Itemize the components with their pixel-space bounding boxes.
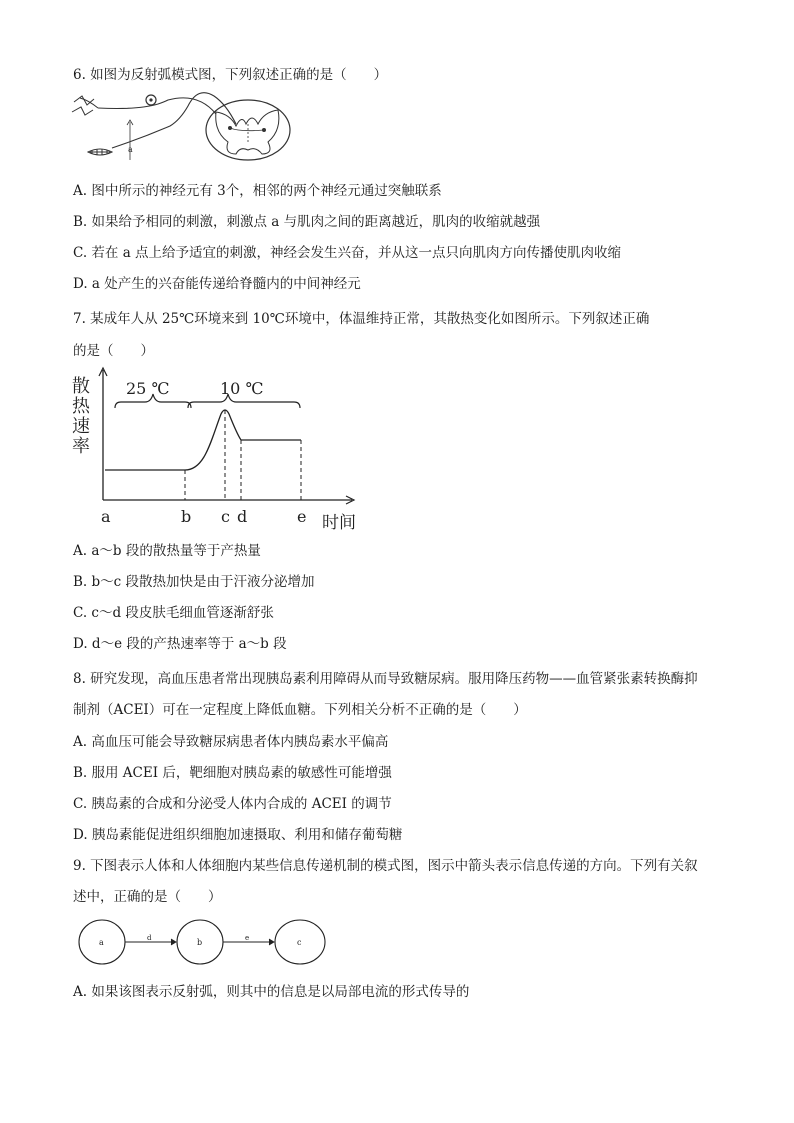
- q6-option-b: B. 如果给予相同的刺激，刺激点 a 与肌肉之间的距离越近，肌肉的收缩就越强: [73, 214, 541, 230]
- point-a-label: a: [128, 145, 133, 154]
- node-c-label: c: [297, 938, 302, 947]
- q7-option-d: D. d～e 段的产热速率等于 a～b 段: [73, 636, 287, 652]
- q7-stem-line1: 7. 某成年人从 25℃环境来到 10℃环境中，体温维持正常，其散热变化如图所示。下列叙述正确: [73, 311, 650, 327]
- receptor-icon: [72, 96, 98, 115]
- heat-dissipation-curve: [105, 410, 301, 470]
- edge-e-label: e: [245, 934, 250, 942]
- q7-option-b: B. b～c 段散热加快是由于汗液分泌增加: [73, 574, 315, 590]
- q8-option-c: C. 胰岛素的合成和分泌受人体内合成的 ACEI 的调节: [73, 796, 392, 812]
- node-b-label: b: [197, 938, 203, 947]
- svg-text:速: 速: [72, 416, 90, 437]
- q8-option-a: A. 高血压可能会导致糖尿病患者体内胰岛素水平偏高: [73, 734, 389, 750]
- x-tick-b: b: [181, 507, 192, 526]
- q9-stem-line2: 述中，正确的是（ ）: [73, 889, 222, 905]
- q8-stem-line2: 制剂（ACEI）可在一定程度上降低血糖。下列相关分析不正确的是（ ）: [73, 702, 527, 718]
- edge-d-label: d: [147, 934, 152, 942]
- q7-stem-line2: 的是（ ）: [73, 343, 154, 359]
- brace-label-25: 25 ℃: [126, 379, 170, 398]
- x-tick-a: a: [101, 507, 111, 526]
- q6-option-a: A. 图中所示的神经元有 3个，相邻的两个神经元通过突触联系: [73, 183, 442, 199]
- x-tick-c: c: [221, 507, 230, 526]
- signal-flow-diagram: [78, 918, 330, 968]
- heat-dissipation-chart: [70, 370, 370, 532]
- brace-label-10: 10 ℃: [220, 379, 264, 398]
- q6-option-d: D. a 处产生的兴奋能传递给脊髓内的中间神经元: [73, 276, 361, 292]
- y-axis-label: [72, 376, 91, 457]
- svg-text:热: 热: [72, 396, 90, 417]
- effector-icon: [88, 149, 112, 155]
- reflex-arc-figure: [70, 90, 300, 170]
- q9-option-a: A. 如果该图表示反射弧，则其中的信息是以局部电流的形式传导的: [73, 984, 470, 1000]
- x-tick-e: e: [297, 507, 307, 526]
- q8-option-d: D. 胰岛素能促进组织细胞加速摄取、利用和储存葡萄糖: [73, 827, 403, 843]
- svg-text:散: 散: [72, 376, 90, 397]
- x-axis-label: 时间: [322, 513, 356, 533]
- x-tick-d: d: [237, 507, 248, 526]
- q6-stem: 6. 如图为反射弧模式图，下列叙述正确的是（ ）: [73, 67, 388, 83]
- q8-stem-line1: 8. 研究发现，高血压患者常出现胰岛素利用障碍从而导致糖尿病。服用降压药物——血管紧张素转换酶抑: [73, 671, 698, 687]
- q9-stem-line1: 9. 下图表示人体和人体细胞内某些信息传递机制的模式图，图示中箭头表示信息传递的方向。下列有关叙: [73, 858, 698, 874]
- node-a-label: a: [99, 938, 104, 947]
- q7-option-c: C. c～d 段皮肤毛细血管逐渐舒张: [73, 605, 274, 621]
- q8-option-b: B. 服用 ACEI 后，靶细胞对胰岛素的敏感性可能增强: [73, 765, 392, 781]
- svg-text:率: 率: [72, 436, 90, 457]
- q7-option-a: A. a～b 段的散热量等于产热量: [73, 543, 261, 559]
- q6-option-c: C. 若在 a 点上给予适宜的刺激，神经会发生兴奋，并从这一点只向肌肉方向传播使肌肉收缩: [73, 245, 622, 261]
